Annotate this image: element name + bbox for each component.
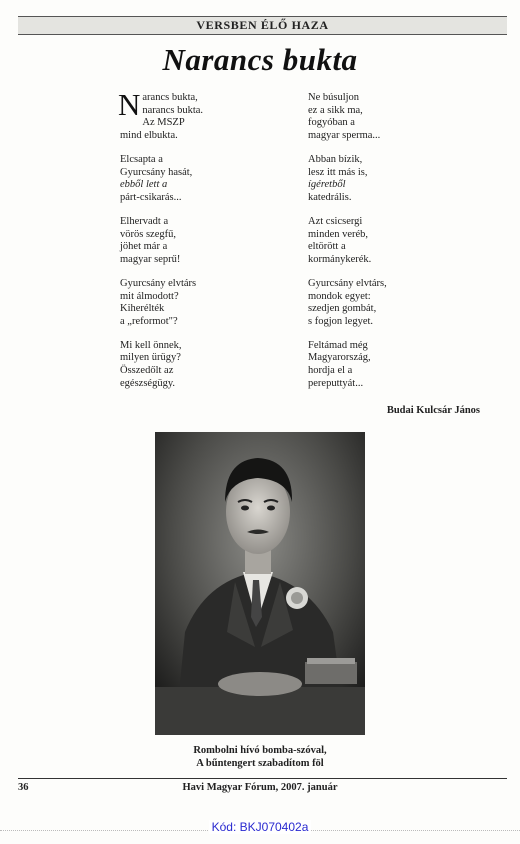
poem-line: s fogjon legyet. [308,315,374,327]
poem-line: ez a sikk ma, [308,104,363,116]
poem-line: narancs bukta. [142,104,204,116]
poem-line: katedrális. [308,191,352,203]
poem-line: lesz itt más is, [308,166,368,178]
poem-line: Az MSZP [142,117,185,129]
stanza [120,278,280,328]
poem-line: Gyurcsány hasát, [120,166,193,178]
dropcap: N [118,87,141,122]
poem-line: Mi kell önnek, [120,339,182,351]
poem-line: Feltámad még [308,339,368,351]
poem-line: arancs bukta, [142,92,198,103]
poem-line: fogyóban a [308,117,355,129]
poem-line: Gyurcsány elvtárs, [308,277,387,289]
poem-author: Budai Kulcsár János [386,405,480,416]
publication-info: Havi Magyar Fórum, 2007. január [182,782,338,793]
caption-line: A bűntengert szabadítom föl [196,758,324,769]
poem-line: Azt csicsergi [308,215,363,227]
stanza [308,154,468,204]
caption-line: Rombolni hívó bomba-szóval, [193,745,327,756]
stanza [118,87,280,142]
poem-line: Abban bízik, [308,153,363,165]
poem-line: párt-csikarás... [120,191,182,203]
poem-line: Kiherélték [120,303,165,315]
section-header: VERSBEN ÉLŐ HAZA [18,16,507,35]
poem-line: mondok egyet: [308,290,371,302]
page-number: 36 [18,782,29,793]
poem-line: szedjen gombát, [308,303,377,315]
photo-caption [0,744,520,770]
poem-column-right [308,92,468,402]
portrait-illustration [155,432,365,735]
poem-line: Elcsapta a [120,153,163,165]
poem-line: ebből lett a [120,179,168,191]
poem-line: mind elbukta. [120,129,178,141]
poem-line: egészségügy. [120,377,176,389]
code-label [0,820,520,834]
poem-line: pereputtyát... [308,377,364,389]
stanza [120,340,280,390]
poem-line: kormánykerék. [308,253,372,265]
poem-line: ígéretből [308,179,346,191]
stanza [120,216,280,266]
poem-line: Összedőlt az [120,365,174,377]
poem-line: jöhet már a [120,241,168,253]
poem-line: Gyurcsány elvtárs [120,277,197,289]
stanza [120,154,280,204]
poem-column-left [118,87,280,402]
portrait-photo [155,432,365,735]
poem-line: Elhervadt a [120,215,169,227]
poem-line: vörös szegfű, [120,228,176,240]
poem-line: a „reformot"? [120,315,178,327]
poem-line: magyar seprű! [120,253,181,265]
poem-title: Narancs bukta [162,42,358,77]
footer-divider [18,778,507,779]
stanza [308,92,468,142]
stanza [308,278,468,328]
stanza [308,216,468,266]
poem-line: Magyarország, [308,352,371,364]
stanza [308,340,468,390]
poem-line: Ne búsuljon [308,92,360,103]
poem-line: mit álmodott? [120,290,179,302]
poem-line: magyar sperma... [308,129,381,141]
poem-line: minden veréb, [308,228,369,240]
code-label-text: Kód: BKJ070402a [209,820,312,834]
poem-line: hordja el a [308,365,353,377]
poem-line: eltörött a [308,241,346,253]
poem-line: milyen ürügy? [120,352,181,364]
